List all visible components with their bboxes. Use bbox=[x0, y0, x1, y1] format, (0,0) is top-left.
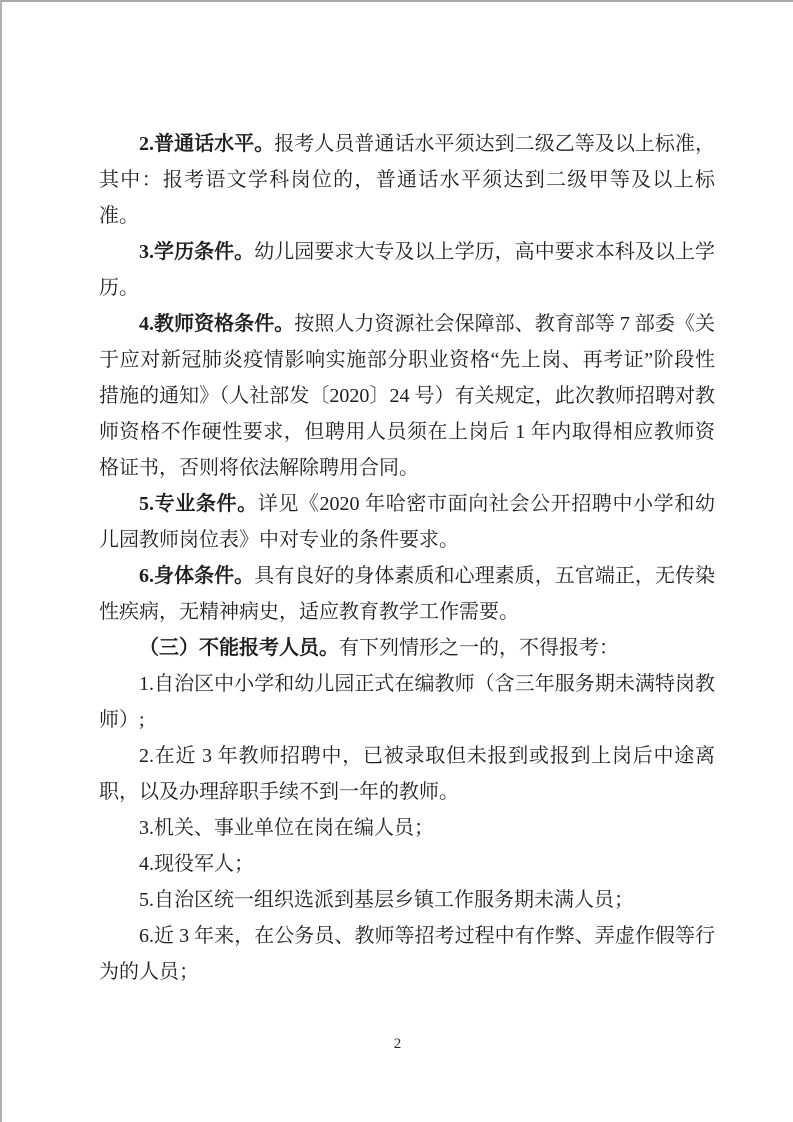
paragraph-text: 报考人员普通话水平须达到二级乙等及以上标准，其中：报考语文学科岗位的，普通话水平须达到二级甲等及以上标准。 bbox=[99, 133, 715, 227]
paragraph bbox=[99, 630, 715, 666]
paragraph-text: 1.自治区中小学和幼儿园正式在编教师（含三年服务期未满特岗教师）; bbox=[99, 673, 715, 731]
page-number: 2 bbox=[393, 1036, 402, 1052]
paragraph-lead: 4.教师资格条件。 bbox=[139, 313, 295, 335]
paragraph-text: 2.在近 3 年教师招聘中，已被录取但未报到或报到上岗后中途离职，以及办理辞职手续不到一年的教师。 bbox=[99, 745, 715, 803]
paragraph bbox=[99, 810, 715, 846]
paragraph-lead: 6.身体条件。 bbox=[139, 565, 255, 587]
paragraph bbox=[99, 846, 715, 882]
paragraph-text: 4.现役军人； bbox=[139, 853, 254, 875]
paragraph-lead: 5.专业条件。 bbox=[139, 493, 258, 515]
paragraph-lead: 2.普通话水平。 bbox=[139, 133, 275, 155]
paragraph-text: 6.近 3 年来，在公务员、教师等招考过程中有作弊、弄虚作假等行为的人员； bbox=[99, 925, 715, 983]
paragraph bbox=[99, 918, 715, 990]
paragraph bbox=[99, 882, 715, 918]
paragraph-text: 5.自治区统一组织选派到基层乡镇工作服务期未满人员； bbox=[139, 889, 634, 911]
paragraph bbox=[99, 666, 715, 738]
paragraph bbox=[99, 306, 715, 486]
paragraph bbox=[99, 738, 715, 810]
paragraph-text: 有下列情形之一的，不得报考： bbox=[339, 637, 619, 659]
paragraph bbox=[99, 486, 715, 558]
paragraph bbox=[99, 126, 715, 234]
paragraph-text: 按照人力资源社会保障部、教育部等 7 部委《关于应对新冠肺炎疫情影响实施部分职业资格“先上岗、再考证”阶段性措施的通知》（人社部发〔2020〕24 号）有关规定，此次教师招聘对教师资格不作硬性要求，但聘用人员须在上岗后 1 年内取得相应教师资格证书，否则将依法解除聘用合同。 bbox=[99, 313, 716, 479]
paragraph-text: 3.机关、事业单位在岗在编人员； bbox=[139, 817, 434, 839]
document-body-text bbox=[99, 126, 715, 990]
paragraph-lead: 3.学历条件。 bbox=[139, 241, 255, 263]
paragraph bbox=[99, 234, 715, 306]
paragraph-text: 幼儿园要求大专及以上学历，高中要求本科及以上学历。 bbox=[99, 241, 716, 299]
paragraph-text: 详见《2020 年哈密市面向社会公开招聘中小学和幼儿园教师岗位表》中对专业的条件要求。 bbox=[99, 493, 716, 551]
paragraph-text: 具有良好的身体素质和心理素质，五官端正，无传染性疾病，无精神病史，适应教育教学工作需要。 bbox=[99, 565, 716, 623]
paragraph-lead: （三）不能报考人员。 bbox=[139, 637, 339, 659]
paragraph bbox=[99, 558, 715, 630]
